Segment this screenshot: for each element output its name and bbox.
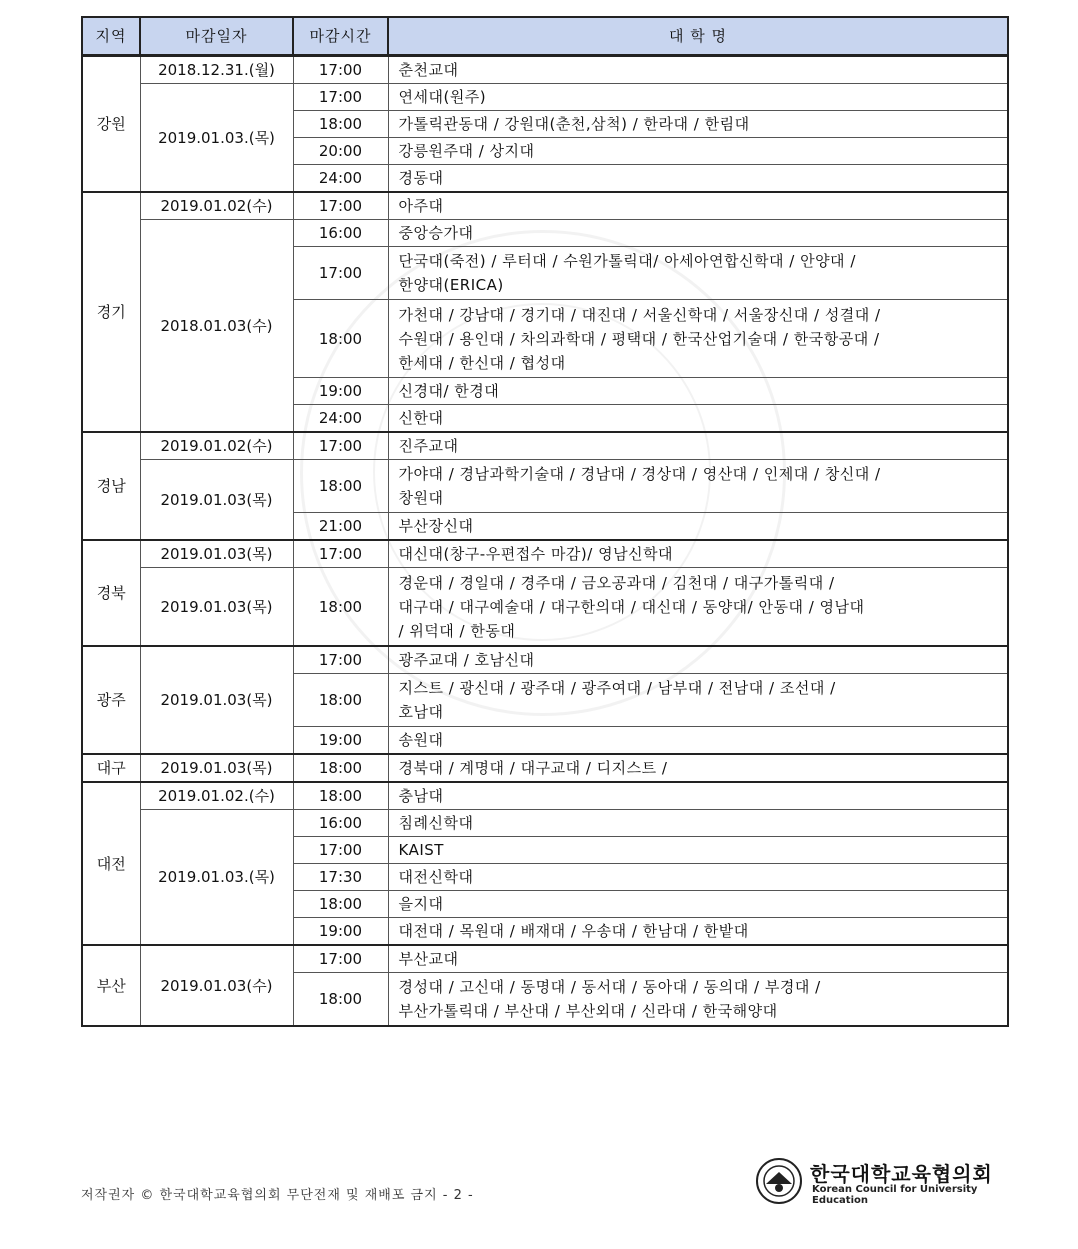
university-list-cell: 단국대(죽전) / 루터대 / 수원가톨릭대/ 아세아연합신학대 / 안양대 / 한양대(ERICA) bbox=[388, 247, 1008, 300]
university-list-cell: 중앙승가대 bbox=[388, 220, 1008, 247]
university-list-cell: 가야대 / 경남과학기술대 / 경남대 / 경상대 / 영산대 / 인제대 / 창신대 / 창원대 bbox=[388, 460, 1008, 513]
deadline-time-cell: 19:00 bbox=[293, 918, 388, 946]
deadline-date-cell: 2018.12.31.(월) bbox=[140, 56, 293, 84]
region-block bbox=[82, 192, 1008, 432]
university-list-cell: 지스트 / 광신대 / 광주대 / 광주여대 / 남부대 / 전남대 / 조선대 / 호남대 bbox=[388, 674, 1008, 727]
deadline-time-cell: 18:00 bbox=[293, 674, 388, 727]
region-cell: 경남 bbox=[82, 432, 140, 540]
university-list-cell: 을지대 bbox=[388, 891, 1008, 918]
university-list-cell: 춘천교대 bbox=[388, 56, 1008, 84]
deadline-time-cell: 20:00 bbox=[293, 138, 388, 165]
deadline-date-cell: 2018.01.03(수) bbox=[140, 220, 293, 433]
university-list-cell: 가톨릭관동대 / 강원대(춘천,삼척) / 한라대 / 한림대 bbox=[388, 111, 1008, 138]
deadline-time-cell: 18:00 bbox=[293, 891, 388, 918]
table-row bbox=[82, 432, 1008, 460]
deadline-time-cell: 17:00 bbox=[293, 84, 388, 111]
region-cell: 광주 bbox=[82, 646, 140, 754]
region-block bbox=[82, 432, 1008, 540]
table-row bbox=[82, 646, 1008, 674]
deadline-time-cell: 17:00 bbox=[293, 247, 388, 300]
kcue-seal-icon bbox=[756, 1158, 802, 1204]
region-cell: 대전 bbox=[82, 782, 140, 945]
university-list-cell: 강릉원주대 / 상지대 bbox=[388, 138, 1008, 165]
university-list-cell: 침례신학대 bbox=[388, 810, 1008, 837]
table-row bbox=[82, 540, 1008, 568]
university-list-cell: 가천대 / 강남대 / 경기대 / 대진대 / 서울신학대 / 서울장신대 / 성결대 / 수원대 / 용인대 / 차의과학대 / 평택대 / 한국산업기술대 / 한국항공대 / 한세대 / 한신대 / 협성대 bbox=[388, 300, 1008, 378]
deadline-time-cell: 21:00 bbox=[293, 513, 388, 541]
deadline-date-cell: 2019.01.03(수) bbox=[140, 945, 293, 1026]
region-block bbox=[82, 754, 1008, 782]
university-list-cell: 진주교대 bbox=[388, 432, 1008, 460]
deadline-time-cell: 18:00 bbox=[293, 460, 388, 513]
deadline-date-cell: 2019.01.03(목) bbox=[140, 540, 293, 568]
region-cell: 부산 bbox=[82, 945, 140, 1026]
deadline-time-cell: 18:00 bbox=[293, 111, 388, 138]
university-list-cell: KAIST bbox=[388, 837, 1008, 864]
header-time: 마감시간 bbox=[293, 17, 388, 56]
deadline-table bbox=[81, 16, 1009, 1027]
region-block bbox=[82, 540, 1008, 646]
kcue-logo bbox=[756, 1158, 1006, 1206]
region-cell: 강원 bbox=[82, 56, 140, 193]
deadline-time-cell: 17:00 bbox=[293, 56, 388, 84]
deadline-time-cell: 17:00 bbox=[293, 540, 388, 568]
deadline-date-cell: 2019.01.02(수) bbox=[140, 192, 293, 220]
university-list-cell: 송원대 bbox=[388, 727, 1008, 755]
university-list-cell: 부산교대 bbox=[388, 945, 1008, 973]
university-list-cell: 대신대(창구-우편접수 마감)/ 영남신학대 bbox=[388, 540, 1008, 568]
deadline-date-cell: 2019.01.03(목) bbox=[140, 646, 293, 754]
table-row bbox=[82, 810, 1008, 837]
deadline-date-cell: 2019.01.03(목) bbox=[140, 754, 293, 782]
university-list-cell: 신한대 bbox=[388, 405, 1008, 433]
university-list-cell: 충남대 bbox=[388, 782, 1008, 810]
deadline-time-cell: 19:00 bbox=[293, 727, 388, 755]
deadline-date-cell: 2019.01.03.(목) bbox=[140, 810, 293, 946]
logo-name-english: Korean Council for University Education bbox=[812, 1184, 978, 1206]
table-row bbox=[82, 782, 1008, 810]
table-row bbox=[82, 754, 1008, 782]
deadline-time-cell: 16:00 bbox=[293, 810, 388, 837]
header-region: 지역 bbox=[82, 17, 140, 56]
deadline-time-cell: 17:00 bbox=[293, 945, 388, 973]
university-list-cell: 경동대 bbox=[388, 165, 1008, 193]
deadline-date-cell: 2019.01.02(수) bbox=[140, 432, 293, 460]
table-row bbox=[82, 84, 1008, 111]
region-block bbox=[82, 945, 1008, 1026]
university-list-cell: 부산장신대 bbox=[388, 513, 1008, 541]
region-cell: 경기 bbox=[82, 192, 140, 432]
deadline-time-cell: 17:30 bbox=[293, 864, 388, 891]
deadline-time-cell: 17:00 bbox=[293, 646, 388, 674]
university-list-cell: 대전신학대 bbox=[388, 864, 1008, 891]
table-row bbox=[82, 56, 1008, 84]
deadline-time-cell: 17:00 bbox=[293, 192, 388, 220]
deadline-time-cell: 24:00 bbox=[293, 165, 388, 193]
header-date: 마감일자 bbox=[140, 17, 293, 56]
deadline-time-cell: 19:00 bbox=[293, 378, 388, 405]
table-row bbox=[82, 192, 1008, 220]
table-header-row bbox=[82, 17, 1008, 56]
region-block bbox=[82, 782, 1008, 945]
table-row bbox=[82, 220, 1008, 247]
deadline-time-cell: 24:00 bbox=[293, 405, 388, 433]
deadline-time-cell: 17:00 bbox=[293, 837, 388, 864]
university-list-cell: 아주대 bbox=[388, 192, 1008, 220]
university-list-cell: 신경대/ 한경대 bbox=[388, 378, 1008, 405]
deadline-date-cell: 2019.01.03(목) bbox=[140, 460, 293, 541]
region-cell: 대구 bbox=[82, 754, 140, 782]
deadline-time-cell: 16:00 bbox=[293, 220, 388, 247]
university-list-cell: 대전대 / 목원대 / 배재대 / 우송대 / 한남대 / 한밭대 bbox=[388, 918, 1008, 946]
region-block bbox=[82, 646, 1008, 754]
deadline-time-cell: 18:00 bbox=[293, 300, 388, 378]
header-university: 대 학 명 bbox=[388, 17, 1008, 56]
deadline-time-cell: 18:00 bbox=[293, 568, 388, 647]
table-row bbox=[82, 568, 1008, 647]
deadline-date-cell: 2019.01.02.(수) bbox=[140, 782, 293, 810]
table-row bbox=[82, 460, 1008, 513]
region-cell: 경북 bbox=[82, 540, 140, 646]
university-list-cell: 광주교대 / 호남신대 bbox=[388, 646, 1008, 674]
university-list-cell: 경북대 / 계명대 / 대구교대 / 디지스트 / bbox=[388, 754, 1008, 782]
region-block bbox=[82, 56, 1008, 193]
copyright-footer: 저작권자 © 한국대학교육협의회 무단전재 및 재배포 금지 - 2 - bbox=[81, 1188, 474, 1203]
deadline-date-cell: 2019.01.03(목) bbox=[140, 568, 293, 647]
university-list-cell: 경성대 / 고신대 / 동명대 / 동서대 / 동아대 / 동의대 / 부경대 / 부산가톨릭대 / 부산대 / 부산외대 / 신라대 / 한국해양대 bbox=[388, 973, 1008, 1027]
university-list-cell: 경운대 / 경일대 / 경주대 / 금오공과대 / 김천대 / 대구가톨릭대 / 대구대 / 대구예술대 / 대구한의대 / 대신대 / 동양대/ 안동대 / 영남대 / 위덕대 / 한동대 bbox=[388, 568, 1008, 647]
deadline-time-cell: 17:00 bbox=[293, 432, 388, 460]
university-list-cell: 연세대(원주) bbox=[388, 84, 1008, 111]
table-row bbox=[82, 945, 1008, 973]
deadline-time-cell: 18:00 bbox=[293, 782, 388, 810]
deadline-time-cell: 18:00 bbox=[293, 754, 388, 782]
deadline-time-cell: 18:00 bbox=[293, 973, 388, 1027]
deadline-date-cell: 2019.01.03.(목) bbox=[140, 84, 293, 193]
logo-name-korean: 한국대학교육협의회 bbox=[810, 1162, 993, 1186]
